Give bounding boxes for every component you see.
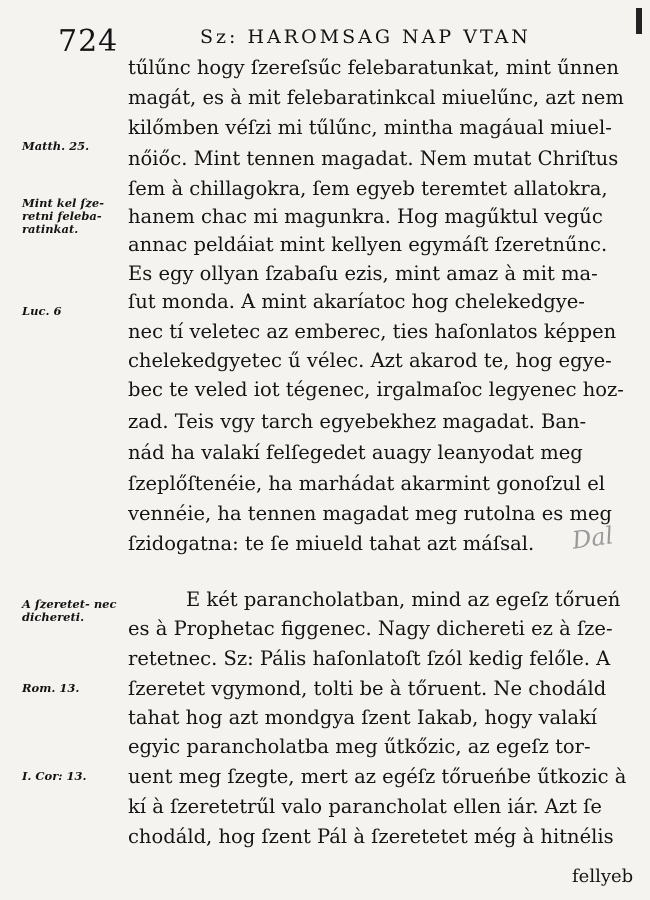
margin-note-matthew: Matth. 25. (22, 139, 90, 153)
body-line: retetnec. Sz: Pális haſonlatoſt ſzól kedig felőle. A (128, 647, 611, 670)
body-line: ſem à chillagokra, ſem egyeb teremtet allatokra, (128, 177, 608, 200)
body-line: chodáld, hog ſzent Pál à ſzeretetet még à hitnélis (128, 825, 614, 848)
body-line: chelekedgyetec ű vélec. Azt akarod te, hog egye- (128, 349, 612, 372)
body-line: es à Prophetac figgenec. Nagy dichereti ez à ſze- (128, 617, 613, 640)
catchword: fellyeb (572, 866, 634, 887)
body-line: ſzeretet vgymond, tolti be à tőruent. Ne chodáld (128, 677, 607, 700)
body-line: zad. Teis vgy tarch egyebekhez magadat. Ban- (128, 410, 587, 433)
body-line: tahat hog azt mondgya ſzent Iakab, hogy valakí (128, 706, 598, 729)
body-line: tűlűnc hogy ſzereſsűc felebaratunkat, mint űnnen (128, 56, 619, 79)
margin-note-romans: Rom. 13. (22, 681, 80, 695)
body-line: kilőmben véſzi mi tűlűnc, mintha magáual miuel- (128, 116, 612, 139)
body-line: vennéie, ha tennen magadat meg rutolna es meg (128, 502, 612, 525)
page-number: 724 (58, 24, 119, 59)
margin-note-corinthians: I. Cor: 13. (22, 769, 87, 783)
body-line: Es egy ollyan ſzabaſu ezis, mint amaz à mit ma- (128, 262, 598, 285)
running-head: Sz: HAROMSAG NAP VTAN (200, 26, 531, 48)
body-line: magát, es à mit felebaratinkcal miuelűnc, azt nem (128, 86, 624, 109)
body-line: nőiőc. Mint tennen magadat. Nem mutat Chriſtus (128, 147, 619, 170)
body-line: ſut monda. A mint akaríatoc hog chelekedgye- (128, 290, 585, 313)
handwritten-scribble: Dal (570, 521, 615, 555)
margin-note-luke: Luc. 6 (22, 304, 62, 318)
body-line: nád ha valakí felſegedet auagy leanyodat meg (128, 441, 583, 464)
margin-note-love-neighbour: Mint kel ſze- retni feleba- ratinkat. (22, 196, 104, 237)
body-line: bec te veled iot tégenec, irgalmaſoc legyenec hoz- (128, 378, 624, 401)
body-line: egyic parancholatba meg űtkőzic, az egeſz tor- (128, 735, 591, 758)
body-line: hanem chac mi magunkra. Hog magűktul vegűc (128, 205, 603, 228)
edge-mark (636, 8, 642, 34)
body-line: nec tí veletec az emberec, ties haſonlatos képpen (128, 320, 617, 343)
body-line: ſzeplőſtenéie, ha marhádat akarmint gonoſzul el (128, 472, 605, 495)
body-line: E két parancholatban, mind az egeſz tőrueń (186, 588, 621, 611)
body-line: annac peldáiat mint kellyen egymáſt ſzeretnűnc. (128, 233, 608, 256)
margin-note-praise-of-love: A ſzeretet- nec dichereti. (22, 597, 117, 625)
body-line: uent meg ſzegte, mert az egéſz tőrueńbe űtkozic à (128, 765, 627, 788)
body-line: ſzidogatna: te ſe miueld tahat azt máſsal. (128, 532, 535, 555)
body-line: kí à ſzeretetrűl valo parancholat ellen iár. Azt ſe (128, 795, 602, 818)
